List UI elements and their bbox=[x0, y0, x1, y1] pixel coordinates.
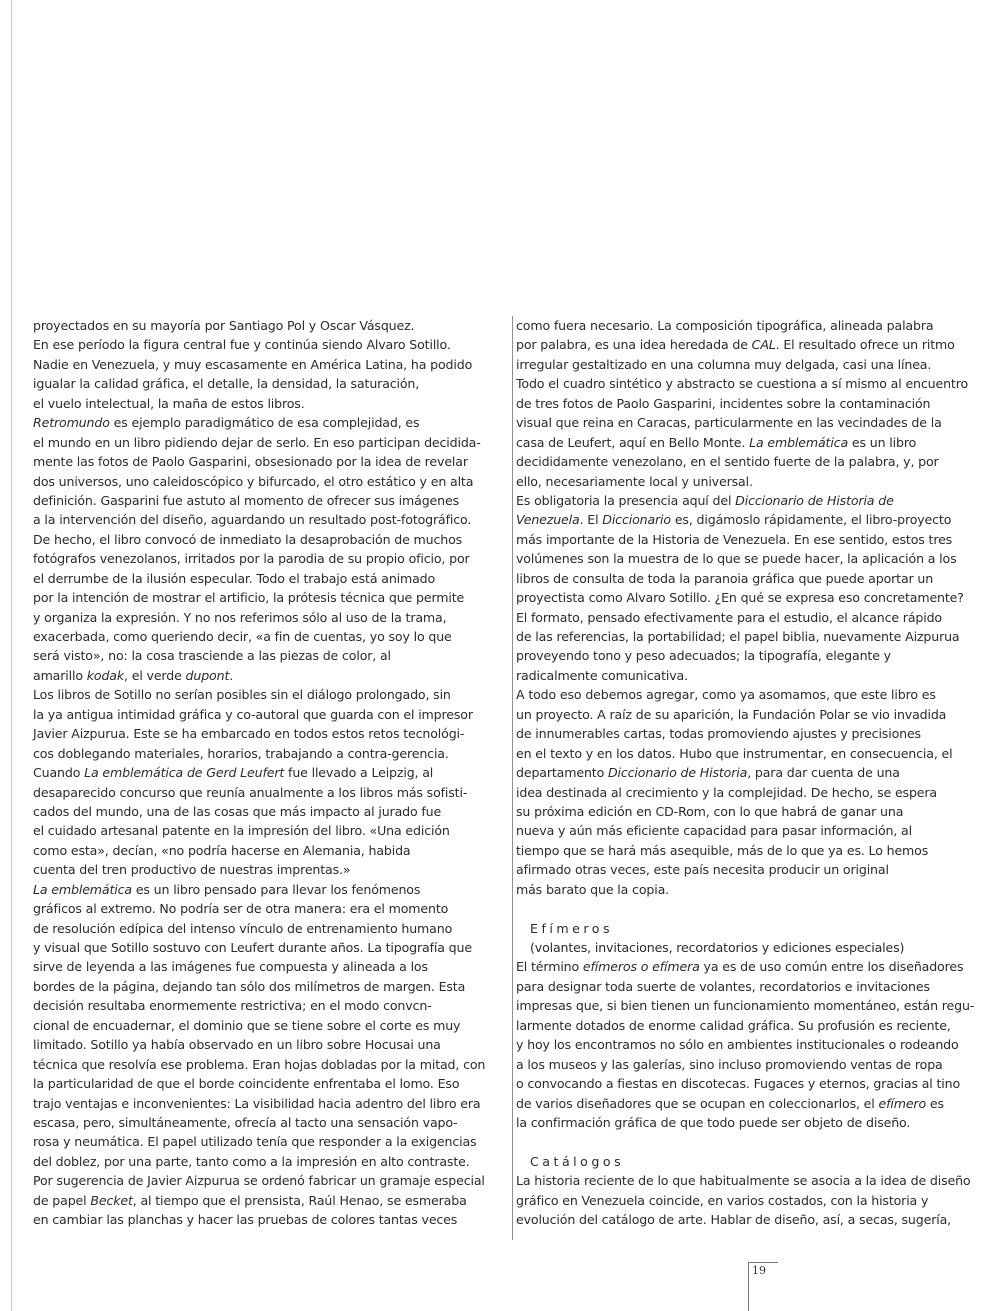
text-segment: radicalmente comunicativa. bbox=[516, 667, 688, 683]
text-segment: a la intervención del diseño, aguardando un resultado post-fotográfico. bbox=[33, 512, 472, 528]
text-line bbox=[33, 1191, 507, 1210]
right-text-column bbox=[516, 316, 986, 1230]
text-segment: exacerbada, como queriendo decir, «a fin de cuentas, yo soy lo que bbox=[33, 629, 452, 644]
text-segment: la ya antigua intimidad gráfica y co-autoral que guarda con el impresor bbox=[33, 706, 473, 722]
text-segment: del doblez, por una parte, tanto como a la impresión en alto contraste. bbox=[33, 1153, 470, 1169]
text-line bbox=[33, 491, 507, 510]
text-segment: afirmado otras veces, este país necesita producir un original bbox=[516, 862, 889, 878]
text-line bbox=[33, 335, 507, 354]
text-segment: cuenta del tren productivo de nuestras imprentas.» bbox=[33, 862, 351, 878]
text-line bbox=[33, 472, 507, 491]
text-segment: casa de Leufert, aquí en Bello Monte. bbox=[516, 434, 750, 450]
text-segment: de innumerables cartas, todas promoviendo ajustes y precisiones bbox=[516, 726, 921, 742]
text-line bbox=[33, 569, 507, 588]
text-segment: por palabra, es una idea heredada de bbox=[516, 337, 752, 353]
text-line bbox=[516, 802, 986, 821]
text-segment: y organiza la expresión. Y no nos referimos sólo al uso de la trama, bbox=[33, 609, 447, 625]
text-line bbox=[516, 549, 986, 568]
text-segment: mente las fotos de Paolo Gasparini, obsesionado por la idea de revelar bbox=[33, 454, 468, 470]
text-segment: El formato, pensado efectivamente para el estudio, el alcance rápido bbox=[516, 609, 942, 625]
text-segment: amarillo bbox=[33, 667, 87, 683]
text-segment: larmente dotados de enorme calidad gráfica. Su profusión es reciente, bbox=[516, 1017, 951, 1033]
text-segment: proveyendo tono y peso adecuados; la tipografía, elegante y bbox=[516, 648, 891, 664]
text-segment: Javier Aizpurua. Este se ha embarcado en todos estos retos tecnológi- bbox=[33, 726, 465, 742]
text-line bbox=[516, 472, 986, 491]
text-segment: departamento bbox=[516, 765, 608, 781]
page-number: 19 bbox=[752, 1264, 766, 1277]
text-segment: en el texto y en los datos. Hubo que instrumentar, en consecuencia, el bbox=[516, 745, 953, 761]
text-segment: por la intención de mostrar el artificio, la prótesis técnica que permite bbox=[33, 590, 465, 606]
text-line bbox=[33, 1132, 507, 1151]
text-line bbox=[33, 355, 507, 374]
text-line bbox=[516, 627, 986, 646]
text-line bbox=[33, 510, 507, 529]
text-line bbox=[33, 374, 507, 393]
text-line bbox=[33, 627, 507, 646]
italic-text: efímeros o efímera bbox=[582, 959, 700, 975]
text-segment: Todo el cuadro sintético y abstracto se cuestiona a sí mismo al encuentro bbox=[516, 376, 969, 392]
page-edge-line bbox=[11, 0, 12, 1311]
text-line bbox=[516, 938, 986, 957]
text-segment: sirve de leyenda a las imágenes fue compuesta y alineada a los bbox=[33, 959, 428, 975]
text-segment: cos doblegando materiales, horarios, trabajando a contra-gerencia. bbox=[33, 745, 449, 761]
text-segment: en cambiar las planchas y hacer las pruebas de colores tantas veces bbox=[33, 1212, 458, 1228]
text-segment: dos universos, uno caleidoscópico y bifurcado, el otro estático y en alta bbox=[33, 473, 474, 489]
text-segment: de resolución edípica del intenso vínculo de entrenamiento humano bbox=[33, 920, 453, 936]
text-segment: libros de consulta de toda la paranoia gráfica que puede aportar un bbox=[516, 570, 934, 586]
text-line bbox=[516, 957, 986, 976]
text-line bbox=[516, 996, 986, 1015]
text-segment: ello, necesariamente local y universal. bbox=[516, 473, 753, 489]
text-segment: gráficos al extremo. No podría ser de otra manera: era el momento bbox=[33, 901, 449, 917]
text-line bbox=[33, 996, 507, 1015]
text-line bbox=[33, 646, 507, 665]
text-line bbox=[516, 646, 986, 665]
text-segment: A todo eso debemos agregar, como ya asomamos, que este libro es bbox=[516, 687, 936, 703]
text-segment: . bbox=[229, 667, 234, 683]
text-segment: cional de encuadernar, el dominio que se tiene sobre el corte es muy bbox=[33, 1017, 461, 1033]
text-line bbox=[33, 880, 507, 899]
text-segment: más importante de la Historia de Venezuela. En ese sentido, estos tres bbox=[516, 531, 953, 547]
text-line bbox=[516, 744, 986, 763]
text-segment: irregular gestaltizado en una columna muy delgada, casi una línea. bbox=[516, 356, 932, 372]
text-segment: rosa y neumática. El papel utilizado tenía que responder a la exigencias bbox=[33, 1134, 477, 1150]
text-segment: decididamente venezolano, en el sentido fuerte de la palabra, y, por bbox=[516, 454, 939, 470]
text-segment: trajo ventajas e inconvenientes: La visibilidad hacia adentro del libro era bbox=[33, 1095, 481, 1111]
text-line bbox=[33, 1016, 507, 1035]
text-line bbox=[33, 919, 507, 938]
text-line bbox=[33, 1094, 507, 1113]
text-line bbox=[33, 802, 507, 821]
text-segment: y hoy los encontramos no sólo en ambientes institucionales o rodeando bbox=[516, 1037, 959, 1053]
text-segment: a los museos y las galerías, sino incluso promoviendo ventas de ropa bbox=[516, 1056, 943, 1072]
text-segment: , para dar cuenta de una bbox=[747, 765, 900, 781]
text-segment: Efímeros bbox=[530, 920, 614, 936]
italic-text: La emblemática bbox=[749, 434, 849, 450]
text-line bbox=[33, 1171, 507, 1190]
left-text-column bbox=[33, 316, 507, 1230]
text-segment: Por sugerencia de Javier Aizpurua se ordenó fabricar un gramaje especial bbox=[33, 1173, 485, 1189]
text-line bbox=[516, 685, 986, 704]
text-segment: de varios diseñadores que se ocupan en coleccionarlos, el bbox=[516, 1095, 879, 1111]
paragraph-gap bbox=[516, 899, 986, 918]
text-segment: como esta», decían, «no podría hacerse en Alemania, habida bbox=[33, 842, 411, 858]
text-segment: impresas que, si bien tienen un funcionamiento momentáneo, están regu- bbox=[516, 998, 975, 1014]
italic-text: CAL bbox=[751, 337, 776, 353]
text-line bbox=[516, 1210, 986, 1229]
text-line bbox=[33, 899, 507, 918]
text-segment: gráfico en Venezuela coincide, en varios costados, con la historia y bbox=[516, 1192, 929, 1208]
text-segment: fotógrafos venezolanos, irritados por la parodia de su propio oficio, por bbox=[33, 551, 470, 567]
italic-text: Diccionario de Historia bbox=[607, 765, 748, 781]
text-line bbox=[516, 841, 986, 860]
text-segment: el mundo en un libro pidiendo dejar de serlo. En eso participan decidida- bbox=[33, 434, 481, 450]
text-line bbox=[516, 1094, 986, 1113]
text-line bbox=[33, 1035, 507, 1054]
text-line bbox=[33, 530, 507, 549]
text-segment: La historia reciente de lo que habitualmente se asocia a la idea de diseño bbox=[516, 1173, 971, 1189]
text-segment: su próxima edición en CD-Rom, con lo que habrá de ganar una bbox=[516, 803, 904, 819]
text-line bbox=[33, 685, 507, 704]
text-line bbox=[516, 1113, 986, 1132]
text-line bbox=[516, 491, 986, 510]
text-segment: cados del mundo, una de las cosas que más impacto al jurado fue bbox=[33, 803, 442, 819]
text-segment: . El resultado ofrece un ritmo bbox=[775, 337, 955, 353]
text-line bbox=[33, 977, 507, 996]
text-line bbox=[33, 763, 507, 782]
text-segment: fue llevado a Leipzig, al bbox=[284, 765, 434, 781]
text-line bbox=[516, 705, 986, 724]
text-line bbox=[33, 1113, 507, 1132]
italic-text: kodak bbox=[86, 667, 125, 683]
text-segment: técnica que resolvía ese problema. Eran hojas dobladas por la mitad, con bbox=[33, 1056, 486, 1072]
italic-text: Diccionario bbox=[602, 512, 671, 528]
text-line bbox=[33, 452, 507, 471]
text-segment: como fuera necesario. La composición tipográfica, alineada palabra bbox=[516, 318, 934, 333]
text-line bbox=[516, 510, 986, 529]
text-segment: Catálogos bbox=[530, 1153, 625, 1169]
text-line bbox=[516, 433, 986, 452]
text-line bbox=[33, 608, 507, 627]
text-line bbox=[33, 413, 507, 432]
text-line bbox=[516, 588, 986, 607]
text-line bbox=[516, 355, 986, 374]
text-line bbox=[516, 569, 986, 588]
text-segment: es un libro pensado para llevar los fenómenos bbox=[131, 881, 421, 897]
italic-text: Diccionario de Historia de bbox=[735, 492, 894, 508]
section-heading bbox=[516, 919, 986, 938]
text-segment: la confirmación gráfica de que todo puede ser objeto de diseño. bbox=[516, 1114, 911, 1130]
text-segment: , al tiempo que el prensista, Raúl Henao, se esmeraba bbox=[132, 1192, 467, 1208]
text-segment: ya es de uso común entre los diseñadores bbox=[699, 959, 964, 975]
text-segment: proyectados en su mayoría por Santiago Pol y Oscar Vásquez. bbox=[33, 318, 415, 333]
text-line bbox=[516, 977, 986, 996]
text-line bbox=[516, 1035, 986, 1054]
text-line bbox=[33, 957, 507, 976]
text-line bbox=[516, 394, 986, 413]
text-segment: limitado. Sotillo ya había observado en un libro sobre Hocusai una bbox=[33, 1037, 441, 1053]
text-segment: visual que reina en Caracas, particularmente en las vecindades de la bbox=[516, 415, 942, 431]
text-line bbox=[516, 316, 986, 335]
text-segment: la particularidad de que el borde coincidente enfrentaba el lomo. Eso bbox=[33, 1076, 460, 1092]
text-segment: o convocando a fiestas en discotecas. Fugaces y eternos, gracias al tino bbox=[516, 1076, 961, 1092]
text-line bbox=[33, 821, 507, 840]
text-segment: desaparecido concurso que reunía anualmente a los libros más sofisti- bbox=[33, 784, 468, 800]
text-line bbox=[516, 724, 986, 743]
text-line bbox=[33, 938, 507, 957]
text-line bbox=[33, 394, 507, 413]
text-segment: evolución del catálogo de arte. Hablar de diseño, así, a secas, sugería, bbox=[516, 1212, 952, 1228]
text-segment: . El bbox=[579, 512, 603, 528]
text-segment: es un libro bbox=[848, 434, 917, 450]
text-line bbox=[33, 1055, 507, 1074]
text-segment: tiempo que se hará más asequible, más de lo que ya es. Lo hemos bbox=[516, 842, 929, 858]
text-line bbox=[516, 1191, 986, 1210]
text-segment: un proyecto. A raíz de su aparición, la Fundación Polar se vio invadida bbox=[516, 706, 947, 722]
text-segment: es bbox=[926, 1095, 944, 1111]
text-line bbox=[516, 1074, 986, 1093]
text-segment: El término bbox=[516, 959, 583, 975]
text-line bbox=[516, 860, 986, 879]
text-segment: el derrumbe de la ilusión especular. Todo el trabajo está animado bbox=[33, 570, 436, 586]
italic-text: La emblemática bbox=[33, 881, 132, 897]
text-segment: más barato que la copia. bbox=[516, 881, 669, 897]
text-line bbox=[516, 335, 986, 354]
text-segment: es, digámoslo rápidamente, el libro-proyecto bbox=[670, 512, 952, 528]
text-segment: de tres fotos de Paolo Gasparini, incidentes sobre la contaminación bbox=[516, 395, 931, 411]
text-segment: Cuando bbox=[33, 765, 85, 781]
italic-text: dupont bbox=[185, 667, 230, 683]
text-segment: y visual que Sotillo sostuvo con Leufert durante años. La tipografía que bbox=[33, 940, 472, 955]
text-segment: De hecho, el libro convocó de inmediato la desaprobación de muchos bbox=[33, 531, 463, 547]
text-segment: volúmenes son la muestra de lo que se puede hacer, la aplicación a los bbox=[516, 551, 957, 567]
text-line bbox=[516, 608, 986, 627]
text-line bbox=[33, 724, 507, 743]
text-segment: definición. Gasparini fue astuto al momento de ofrecer sus imágenes bbox=[33, 492, 459, 508]
text-segment: escasa, pero, simultáneamente, ofrecía al tacto una sensación vapo- bbox=[33, 1114, 458, 1130]
text-segment: Nadie en Venezuela, y muy escasamente en América Latina, ha podido bbox=[33, 356, 473, 372]
text-segment: para designar toda suerte de volantes, recordatorios e invitaciones bbox=[516, 978, 930, 994]
italic-text: efímero bbox=[878, 1095, 927, 1111]
text-line bbox=[516, 452, 986, 471]
text-line bbox=[516, 1055, 986, 1074]
text-line bbox=[33, 1210, 507, 1229]
text-segment: idea destinada al crecimiento y la complejidad. De hecho, se espera bbox=[516, 784, 938, 800]
italic-text: Venezuela bbox=[516, 512, 580, 528]
text-segment: será visto», no: la cosa trasciende a las piezas de color, al bbox=[33, 648, 391, 664]
text-segment: bordes de la página, dejando tan sólo dos milímetros de margen. Esta bbox=[33, 978, 466, 994]
text-line bbox=[516, 1016, 986, 1035]
text-line bbox=[33, 841, 507, 860]
italic-text: Becket bbox=[90, 1192, 133, 1208]
text-line bbox=[33, 744, 507, 763]
text-segment: (volantes, invitaciones, recordatorios y ediciones especiales) bbox=[530, 940, 905, 955]
text-segment: decisión resultaba enormemente restrictiva; en el modo convcn- bbox=[33, 998, 432, 1014]
text-segment: nueva y aún más eficiente capacidad para pasar información, al bbox=[516, 823, 912, 839]
text-segment: el cuidado artesanal patente en la impresión del libro. «Una edición bbox=[33, 823, 450, 839]
text-line bbox=[516, 1171, 986, 1190]
italic-text: Retromundo bbox=[33, 415, 110, 431]
section-heading bbox=[516, 1152, 986, 1171]
text-line bbox=[33, 316, 507, 335]
text-line bbox=[516, 530, 986, 549]
italic-text: La emblemática de Gerd Leufert bbox=[84, 765, 285, 781]
text-segment: de las referencias, la portabilidad; el papel biblia, nuevamente Aizpurua bbox=[516, 629, 960, 644]
text-segment: igualar la calidad gráfica, el detalle, la densidad, la saturación, bbox=[33, 376, 420, 392]
text-line bbox=[516, 413, 986, 432]
text-segment: proyectista como Alvaro Sotillo. ¿En qué se expresa eso concretamente? bbox=[516, 590, 964, 606]
text-line bbox=[33, 1152, 507, 1171]
text-segment: , el verde bbox=[124, 667, 186, 683]
text-segment: En ese período la figura central fue y continúa siendo Alvaro Sotillo. bbox=[33, 337, 451, 353]
text-segment: Es obligatoria la presencia aquí del bbox=[516, 492, 736, 508]
text-line bbox=[33, 588, 507, 607]
text-segment: de papel bbox=[33, 1192, 91, 1208]
text-segment: es ejemplo paradigmático de esa complejidad, es bbox=[109, 415, 420, 431]
column-divider bbox=[512, 316, 513, 1240]
text-line bbox=[33, 549, 507, 568]
text-line bbox=[516, 374, 986, 393]
text-line bbox=[33, 860, 507, 879]
text-line bbox=[33, 705, 507, 724]
text-segment: Los libros de Sotillo no serían posibles sin el diálogo prolongado, sin bbox=[33, 687, 451, 703]
paragraph-gap bbox=[516, 1132, 986, 1151]
text-segment: el vuelo intelectual, la maña de estos libros. bbox=[33, 395, 305, 411]
text-line bbox=[516, 763, 986, 782]
text-line bbox=[516, 880, 986, 899]
text-line bbox=[516, 666, 986, 685]
text-line bbox=[33, 783, 507, 802]
text-line bbox=[516, 821, 986, 840]
text-line bbox=[33, 1074, 507, 1093]
text-line bbox=[516, 783, 986, 802]
folio-rule bbox=[748, 1262, 778, 1263]
text-line bbox=[33, 666, 507, 685]
text-line bbox=[33, 433, 507, 452]
